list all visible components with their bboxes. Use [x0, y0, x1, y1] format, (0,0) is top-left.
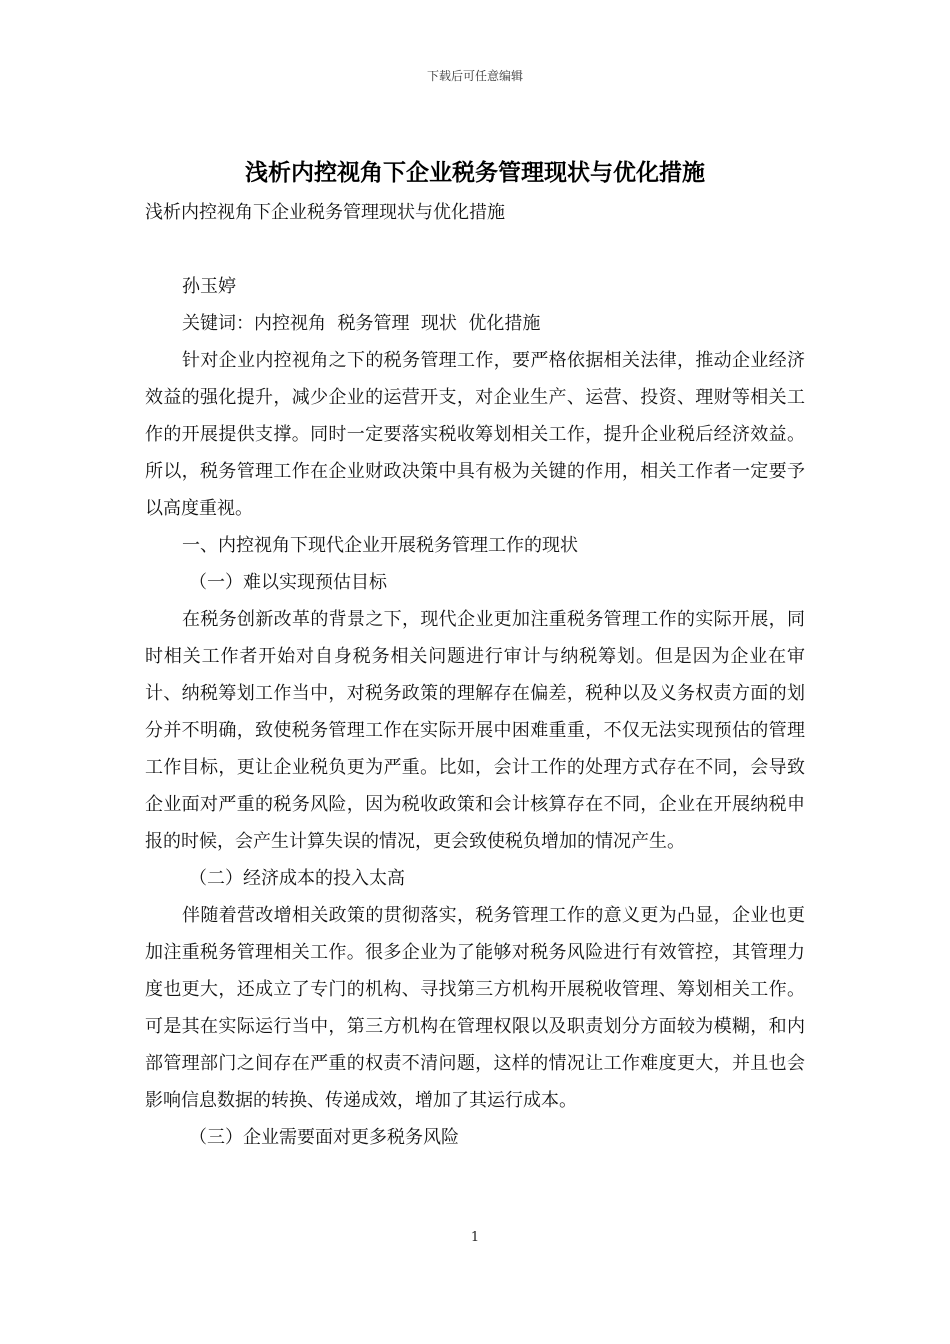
- author: 孙玉婷: [182, 276, 236, 297]
- keywords: 关键词：内控视角 税务管理 现状 优化措施: [182, 313, 541, 334]
- subsection-heading-3: （三）企业需要面对更多税务风险: [189, 1127, 459, 1148]
- intro-paragraph: 针对企业内控视角之下的税务管理工作，要严格依据相关法律，推动企业经济效益的强化提升，减少企业的运营开支，对企业生产、运营、投资、理财等相关工作的开展提供支撑。同时一定要落实税收筹划相关工作，提升企业税后经济效益。所以，税务管理工作在企业财政决策中具有极为关键的作用，相关工作者一定要予以高度重视。: [145, 350, 805, 519]
- section-heading-1: 一、内控视角下现代企业开展税务管理工作的现状: [182, 535, 578, 556]
- header-note: 下载后可任意编辑: [426, 69, 523, 83]
- document-body: [145, 194, 805, 1156]
- document-title: 浅析内控视角下企业税务管理现状与优化措施: [245, 159, 705, 186]
- blank-line: [145, 231, 805, 268]
- subsection-paragraph-1: 在税务创新改革的背景之下，现代企业更加注重税务管理工作的实际开展，同时相关工作者开始对自身税务相关问题进行审计与纳税筹划。但是因为企业在审计、纳税筹划工作当中，对税务政策的理解存在偏差，税种以及义务权责方面的划分并不明确，致使税务管理工作在实际开展中困难重重，不仅无法实现预估的管理工作目标，更让企业税负更为严重。比如，会计工作的处理方式存在不同，会导致企业面对严重的税务风险，因为税收政策和会计核算存在不同，企业在开展纳税申报的时候，会产生计算失误的情况，更会致使税负增加的情况产生。: [145, 609, 805, 852]
- subsection-heading-1: （一）难以实现预估目标: [189, 572, 387, 593]
- page-number: 1: [470, 1230, 480, 1245]
- subtitle: 浅析内控视角下企业税务管理现状与优化措施: [145, 202, 505, 223]
- subsection-paragraph-2: 伴随着营改增相关政策的贯彻落实，税务管理工作的意义更为凸显，企业也更加注重税务管理相关工作。很多企业为了能够对税务风险进行有效管控，其管理力度也更大，还成立了专门的机构、寻找第三方机构开展税收管理、筹划相关工作。可是其在实际运行当中，第三方机构在管理权限以及职责划分方面较为模糊，和内部管理部门之间存在严重的权责不清问题，这样的情况让工作难度更大，并且也会影响信息数据的转换、传递成效，增加了其运行成本。: [145, 905, 805, 1111]
- subsection-heading-2: （二）经济成本的投入太高: [189, 868, 405, 889]
